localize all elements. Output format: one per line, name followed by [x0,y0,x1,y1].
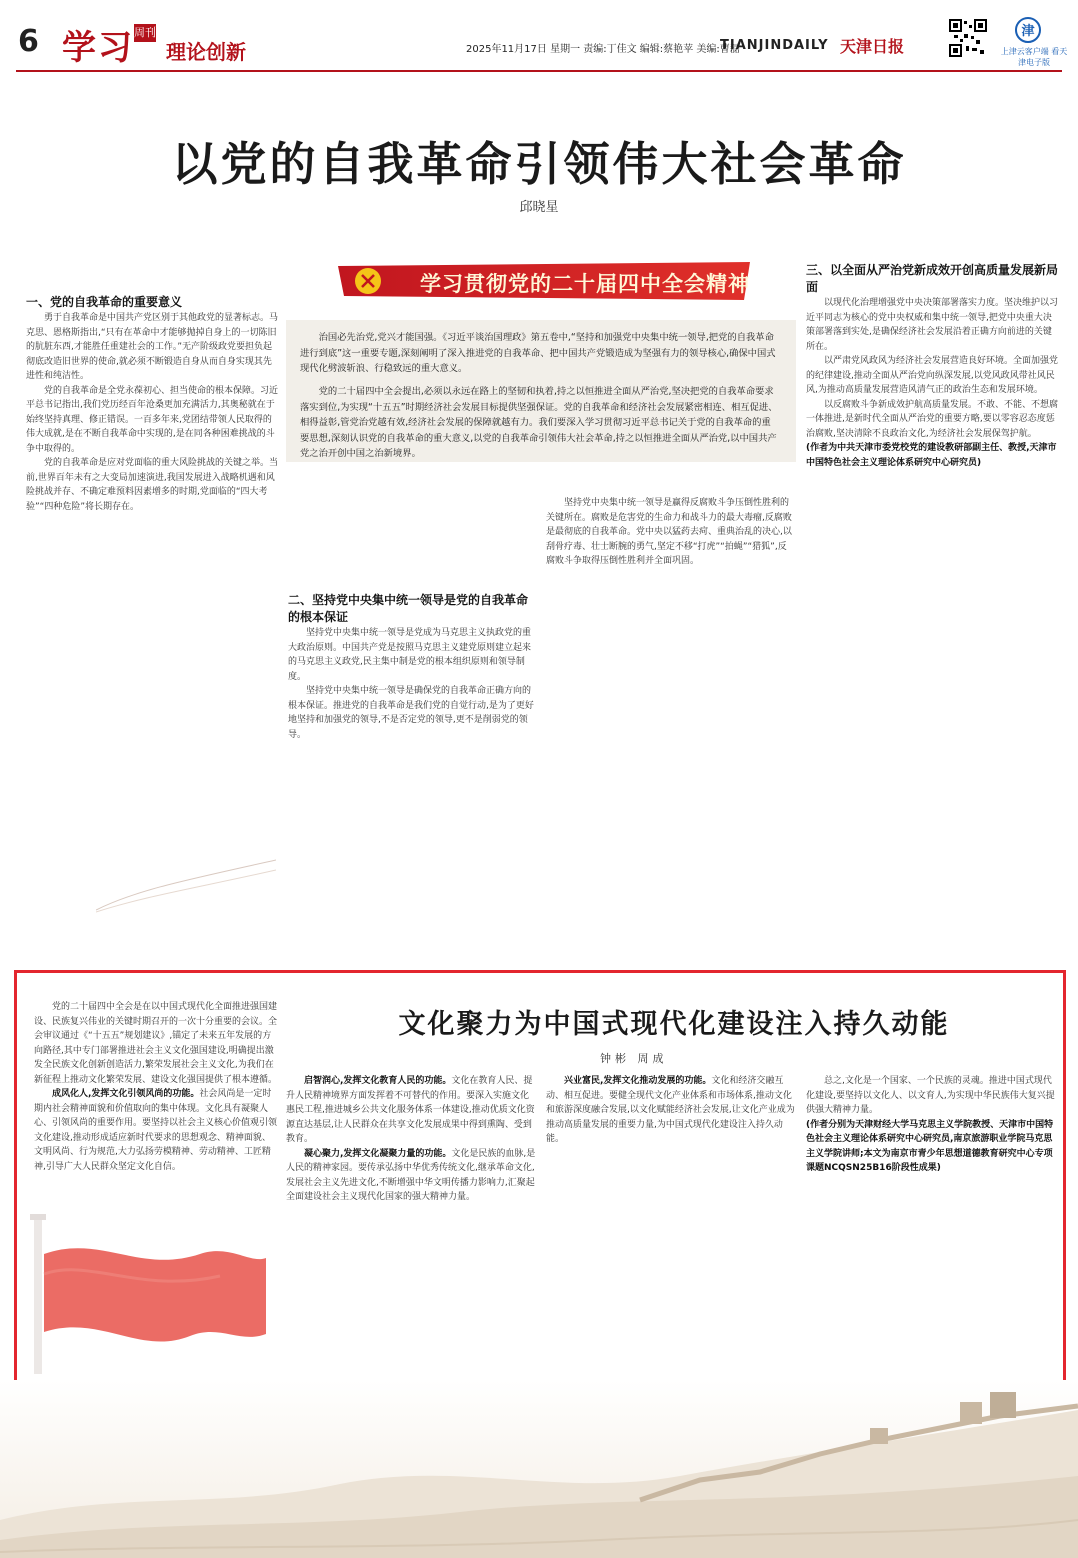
app-caption: 上津云客户端 看天津电子版 [1000,47,1068,67]
culture-author-note: (作者分别为天津财经大学马克思主义学院教授、天津市中国特色社会主义理论体系研究中心研究员,南京旅游职业学院马克思主义学院讲师;本文为南京市青少年思想道德教育研究中心专项课题NCQSN25B16阶段性成果) [806,1119,1054,1173]
culture-section-heading: 兴业富民,发挥文化推动发展的功能。 [564,1076,712,1086]
paper-logo: 天津日报 [840,37,905,56]
paragraph: 以反腐败斗争新成效护航高质量发展。不敢、不能、不想腐一体推进,是新时代全面从严治党的重要方略,要以零容忍态度惩治腐败,坚决清除不良政治文化,为经济社会发展保驾护航。 [806,399,1059,439]
week-label: 周刊 [134,24,156,42]
culture-column-2 [286,1074,536,1394]
paragraph: 总之,文化是一个国家、一个民族的灵魂。推进中国式现代化建设,要坚持以文化人、以文育人,为实现中华民族伟大复兴提供强大精神力量。 [806,1076,1055,1115]
culture-column-4 [806,1074,1056,1394]
paragraph: 兴业富民,发挥文化推动发展的功能。文化和经济交融互动、相互促进。要健全现代文化产业体系和市场体系,推动文化和旅游深度融合发展,以文化赋能经济社会发展,让文化产业成为推动高质量发展的重要力量,为中国式现代化建设注入持久动能。 [546,1076,795,1144]
culture-column-3 [546,1074,796,1394]
main-author-note: (作者为中共天津市委党校党的建设教研部副主任、教授,天津市中国特色社会主义理论体系研究中心研究员) [806,443,1057,468]
paragraph: 成风化人,发挥文化引领风尚的功能。社会风尚是一定时期内社会精神面貌和价值取向的集中体现。文化具有凝聚人心、引领风尚的重要作用。要坚持以社会主义核心价值观引领文化建设,推动形成适应新时代要求的思想观念、精神面貌、文明风尚、行为规范,大力弘扬劳模精神、劳动精神、工匠精神,引导广大人民群众坚定文化自信。 [34,1089,278,1172]
main-headline: 以党的自我革命引领伟大社会革命 [171,137,907,191]
culture-section-heading: 启智润心,发挥文化教育人民的功能。 [304,1076,452,1086]
svg-text:津: 津 [1021,24,1035,39]
paragraph: 坚持党中央集中统一领导是党成为马克思主义执政党的重大政治原则。中国共产党是按照马克思主义建党原则建立起来的马克思主义政党,民主集中制是党的根本组织原则和领导制度。 [288,628,532,682]
culture-author: 钟彬 周成 [600,1052,668,1065]
supplement-brand: 学习 [62,28,134,68]
editor-note-box [286,320,796,462]
editor-note-2: 党的二十届四中全会提出,必须以永远在路上的坚韧和执着,持之以恒推进全面从严治党,坚决把党的自我革命要求落实到位,为实现“十五五”时期经济社会发展目标提供坚强保证。党的自我革命和经济社会发展紧密相连、相互促进、相得益彰,管党治党越有效,经济社会发展的保障就越有力。我们要深入学习贯彻习近平总书记关于党的自我革命的重要思想,深刻认识党的自我革命的重大意义,以党的自我革命引领伟大社会革命,持之以恒推进全面从严治党,以中国共产党之治开创中国之治新境界。 [300,386,778,459]
paragraph: 勇于自我革命是中国共产党区别于其他政党的显著标志。马克思、恩格斯指出,“只有在革命中才能够抛掉自身上的一切陈旧的肮脏东西,才能胜任重建社会的工作。”无产阶级政党要担负起彻底改造旧世界的使命,就必须不断锻造自身从而自身实现其先进性和纯洁性。 [26,313,278,381]
section-heading-3: 三、以全面从严治党新成效开创高质量发展新局面 [806,263,1059,294]
masthead-divider [16,70,1062,72]
main-author: 邱晓星 [519,200,559,215]
paragraph: 以现代化治理增强党中央决策部署落实力度。坚决维护以习近平同志为核心的党中央权威和集中统一领导,把党中央重大决策部署落到实处,是确保经济社会发展沿着正确方向前进的关键所在。 [806,298,1059,352]
culture-section-heading: 成风化人,发挥文化引领风尚的功能。 [52,1089,200,1099]
paragraph: 启智润心,发挥文化教育人民的功能。文化在教育人民、提升人民精神境界方面发挥着不可替代的作用。要深入实施文化惠民工程,推进城乡公共文化服务体系一体建设,推动优质文化资源直达基层,让人民群众在共享文化发展成果中得到熏陶、受到教育。 [286,1076,535,1144]
section-heading-1: 一、党的自我革命的重要意义 [26,295,183,309]
editor-note-1: 治国必先治党,党兴才能国强。《习近平谈治国理政》第五卷中,“坚持和加强党中央集中统一领导,把党的自我革命进行到底”这一重要专题,深刻阐明了深入推进党的自我革命、把中国共产党锻造成为坚强有力的领导核心,确保中国式现代化劈波斩浪、行稳致远的重大意义。 [300,332,776,374]
paragraph: 坚持党中央集中统一领导是赢得反腐败斗争压倒性胜利的关键所在。腐败是危害党的生命力和战斗力的最大毒瘤,反腐败是最彻底的自我革命。党中央以猛药去疴、重典治乱的决心,以刮骨疗毒、壮士断腕的勇气,坚定不移“打虎”“拍蝇”“猎狐”,反腐败斗争取得压倒性胜利并全面巩固。 [546,498,792,566]
paragraph: 党的自我革命是应对党面临的重大风险挑战的关键之举。当前,世界百年未有之大变局加速演进,我国发展进入战略机遇和风险挑战并存、不确定难预料因素增多的时期,党面临的“四大考验”“四种危险”将长期存在。 [26,458,278,512]
article-column-3 [546,496,794,912]
section-heading-2: 二、坚持党中央集中统一领导是党的自我革命的根本保证 [288,593,529,624]
date-line: 2025年11月17日 星期一 责编:丁佳文 编辑:蔡艳苹 美编:曹磊 [466,44,740,55]
page-number: 6 [18,24,39,59]
article-column-4 [806,262,1060,912]
section-title: 理论创新 [166,40,246,64]
culture-headline: 文化聚力为中国式现代化建设注入持久动能 [398,1009,950,1040]
paragraph: 坚持党中央集中统一领导是确保党的自我革命正确方向的根本保证。推进党的自我革命是我们党的自觉行动,是为了更好地坚持和加强党的领导,不是否定党的领导,更不是削弱党的领导。 [288,686,534,740]
article-column-1 [26,294,278,766]
monument-illustration [96,850,276,914]
paragraph: 凝心聚力,发挥文化凝聚力量的功能。文化是民族的血脉,是人民的精神家园。要传承弘扬中华优秀传统文化,继承革命文化,发展社会主义先进文化,不断增强中华文明传播力影响力,汇聚起全面建设社会主义现代化国家的强大精神力量。 [286,1148,536,1202]
theme-banner-text: 学习贯彻党的二十届四中全会精神 [420,272,750,296]
culture-section-heading: 凝心聚力,发挥文化凝聚力量的功能。 [304,1148,452,1159]
app-logo-icon[interactable] [1008,16,1048,44]
paragraph: 党的自我革命是全党永葆初心、担当使命的根本保障。习近平总书记指出,我们党历经百年沧桑更加充满活力,其奥秘就在于始终坚持真理、修正错误。一百多年来,党团结带领人民取得的伟大成就,是在不断自我革命中实现的,是在同各种困难挑战的斗争中取得的。 [26,385,278,454]
article-column-2 [288,496,536,912]
paragraph: 以严肃党风政风为经济社会发展营造良好环境。全面加强党的纪律建设,推动全面从严治党向纵深发展,以党风政风带社风民风,为推动高质量发展营造风清气正的政治生态和发展环境。 [806,356,1059,395]
qr-code-icon[interactable] [948,18,988,58]
paragraph: 党的二十届四中全会是在以中国式现代化全面推进强国建设、民族复兴伟业的关键时期召开的一次十分重要的会议。全会审议通过《“十五五”规划建议》,锚定了未来五年发展的方向路径,其中专门部署推进社会主义文化强国建设,明确提出激发全民族文化创新创造活力,繁荣发展社会主义文化,为我们在新征程上推动文化繁荣发展、建设文化强国提供了根本遵循。 [34,1002,278,1085]
flag-illustration [20,1214,266,1374]
great-wall-landscape-illustration [0,1380,1078,1558]
paper-brand: TIANJINDAILY [720,38,829,53]
